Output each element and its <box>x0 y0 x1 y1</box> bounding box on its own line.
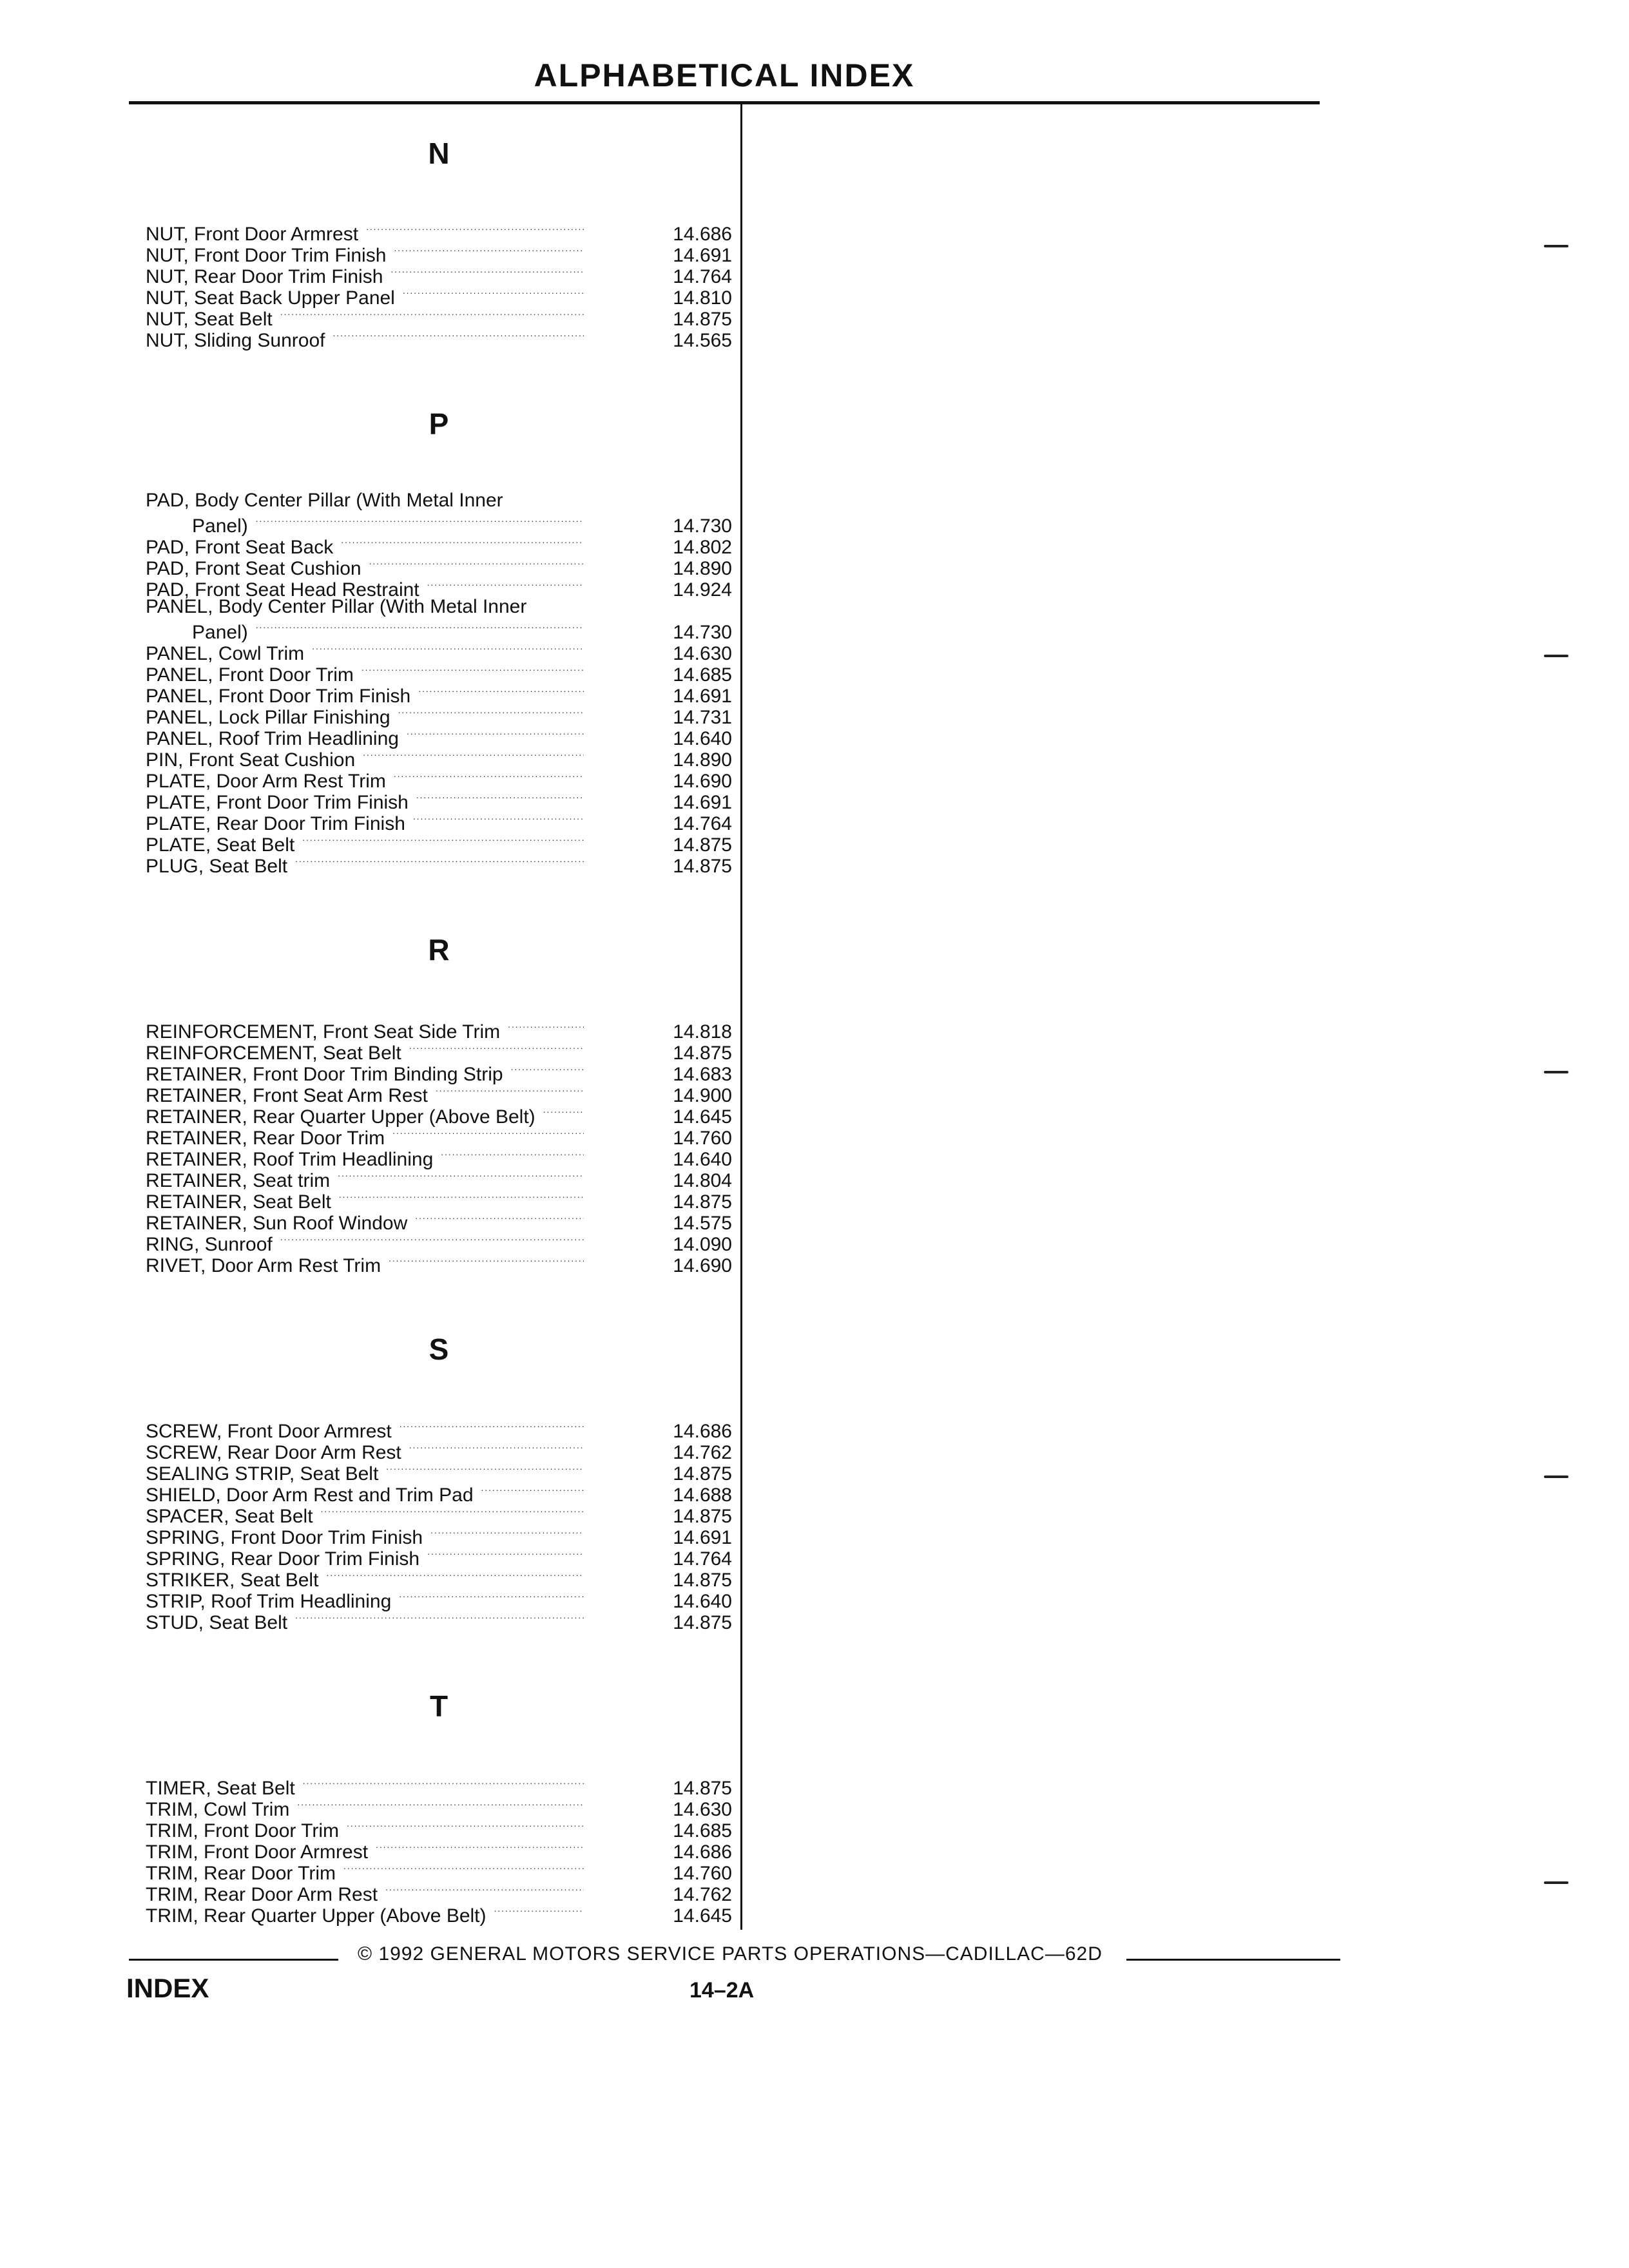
dot-leader <box>409 1437 584 1459</box>
index-entry-continuation <box>146 617 732 643</box>
dot-leader <box>303 1773 584 1794</box>
dot-leader <box>407 724 584 745</box>
entry-page-number: 14.686 <box>673 1841 732 1863</box>
entry-page-number: 14.686 <box>673 224 732 245</box>
entry-name: RETAINER, Sun Roof Window <box>146 1213 408 1234</box>
section-r <box>146 930 732 1276</box>
dot-leader <box>333 325 584 347</box>
entry-name: NUT, Sliding Sunroof <box>146 330 325 351</box>
entry-name-continuation: Panel) <box>192 515 248 537</box>
entry-name: SCREW, Front Door Armrest <box>146 1421 392 1442</box>
dot-leader <box>481 1480 584 1501</box>
dot-leader <box>385 1879 584 1901</box>
dot-leader <box>302 830 584 851</box>
dot-leader <box>415 1208 584 1229</box>
page-title: ALPHABETICAL INDEX <box>534 57 915 93</box>
entry-page-number: 14.900 <box>673 1085 732 1106</box>
entry-name: REINFORCEMENT, Front Seat Side Trim <box>146 1021 501 1043</box>
entry-name: PANEL, Body Center Pillar (With Metal Inner <box>146 596 527 617</box>
entry-page-number: 14.875 <box>673 856 732 877</box>
margin-tick-mark <box>1544 245 1568 247</box>
dot-leader <box>363 745 584 766</box>
index-entry <box>146 1773 732 1799</box>
index-column <box>146 122 732 1927</box>
entry-list <box>146 1773 732 1927</box>
entry-name: STRIKER, Seat Belt <box>146 1570 319 1591</box>
dot-leader <box>543 1102 584 1123</box>
dot-leader <box>280 304 584 325</box>
copyright-notice: © 1992 GENERAL MOTORS SERVICE PARTS OPERATIONS—CADILLAC—62D <box>358 1943 1103 1965</box>
entry-page-number: 14.764 <box>673 266 732 287</box>
entry-page-number: 14.640 <box>673 728 732 749</box>
index-entry <box>146 1017 732 1043</box>
dot-leader <box>312 639 584 660</box>
dot-leader <box>409 1038 584 1059</box>
dot-leader <box>295 1608 584 1629</box>
entry-page-number: 14.890 <box>673 558 732 579</box>
entry-page-number: 14.875 <box>673 1506 732 1527</box>
dot-leader <box>256 511 584 532</box>
entry-page-number: 14.730 <box>673 515 732 537</box>
entry-name: TRIM, Front Door Armrest <box>146 1841 369 1863</box>
entry-page-number: 14.691 <box>673 1527 732 1548</box>
margin-tick-mark <box>1544 1881 1568 1884</box>
dot-leader <box>347 1816 584 1837</box>
dot-leader <box>494 1901 584 1922</box>
header-rule <box>129 101 1320 104</box>
footer-section-label: INDEX <box>126 1973 209 2003</box>
index-entry <box>146 490 732 511</box>
entry-name: PIN, Front Seat Cushion <box>146 749 356 771</box>
dot-leader <box>418 681 584 702</box>
entry-name: RETAINER, Front Seat Arm Rest <box>146 1085 428 1106</box>
dot-leader <box>416 787 584 809</box>
page-number: 14–2A <box>689 1978 755 2003</box>
dot-leader <box>256 617 584 639</box>
entry-name: TIMER, Seat Belt <box>146 1778 295 1799</box>
entry-page-number: 14.685 <box>673 1820 732 1841</box>
entry-page-number: 14.760 <box>673 1863 732 1884</box>
entry-name: TRIM, Rear Door Trim <box>146 1863 336 1884</box>
entry-page-number: 14.810 <box>673 287 732 309</box>
section-letter: S <box>429 1332 449 1366</box>
dot-leader <box>403 283 584 304</box>
entry-name: NUT, Rear Door Trim Finish <box>146 266 383 287</box>
entry-page-number: 14.764 <box>673 813 732 834</box>
entry-name: TRIM, Front Door Trim <box>146 1820 340 1841</box>
dot-leader <box>343 1858 584 1879</box>
entry-name-continuation: Panel) <box>192 622 248 643</box>
entry-page-number: 14.875 <box>673 1612 732 1633</box>
entry-page-number: 14.875 <box>673 1778 732 1799</box>
entry-list <box>146 1017 732 1276</box>
dot-leader <box>394 766 584 787</box>
entry-name: PANEL, Lock Pillar Finishing <box>146 707 390 728</box>
dot-leader <box>399 1586 584 1608</box>
entry-name: STUD, Seat Belt <box>146 1612 288 1633</box>
entry-name: NUT, Seat Belt <box>146 309 273 330</box>
entry-page-number: 14.804 <box>673 1170 732 1191</box>
entry-name: PLATE, Front Door Trim Finish <box>146 792 409 813</box>
dot-leader <box>280 1229 584 1251</box>
entry-page-number: 14.802 <box>673 537 732 558</box>
entry-page-number: 14.690 <box>673 1255 732 1276</box>
entry-name: RETAINER, Roof Trim Headlining <box>146 1149 434 1170</box>
entry-name: PANEL, Roof Trim Headlining <box>146 728 399 749</box>
section-letter: P <box>429 407 449 441</box>
entry-list <box>146 219 732 351</box>
entry-page-number: 14.764 <box>673 1548 732 1570</box>
dot-leader <box>341 532 584 553</box>
entry-page-number: 14.640 <box>673 1591 732 1612</box>
entry-name: PAD, Body Center Pillar (With Metal Inner <box>146 490 503 511</box>
dot-leader <box>361 660 584 681</box>
entry-page-number: 14.924 <box>673 579 732 601</box>
section-s <box>146 1330 732 1633</box>
entry-page-number: 14.630 <box>673 1799 732 1820</box>
entry-name: NUT, Front Door Trim Finish <box>146 245 387 266</box>
entry-page-number: 14.688 <box>673 1485 732 1506</box>
section-letter: R <box>428 933 450 966</box>
entry-page-number: 14.090 <box>673 1234 732 1255</box>
entry-name: STRIP, Roof Trim Headlining <box>146 1591 392 1612</box>
entry-name: RETAINER, Front Door Trim Binding Strip <box>146 1064 503 1085</box>
entry-page-number: 14.890 <box>673 749 732 771</box>
entry-page-number: 14.640 <box>673 1149 732 1170</box>
entry-page-number: 14.630 <box>673 643 732 664</box>
entry-name: PAD, Front Seat Head Restraint <box>146 579 419 601</box>
dot-leader <box>436 1081 584 1102</box>
index-entry <box>146 1416 732 1442</box>
margin-tick-mark <box>1544 1475 1568 1478</box>
dot-leader <box>427 575 584 596</box>
entry-page-number: 14.760 <box>673 1128 732 1149</box>
dot-leader <box>508 1017 584 1038</box>
entry-name: RETAINER, Rear Door Trim <box>146 1128 385 1149</box>
margin-tick-mark <box>1544 655 1568 657</box>
entry-name: PLATE, Rear Door Trim Finish <box>146 813 405 834</box>
dot-leader <box>511 1059 584 1081</box>
section-letter: T <box>429 1689 448 1723</box>
dot-leader <box>398 702 584 724</box>
entry-page-number: 14.565 <box>673 330 732 351</box>
dot-leader <box>427 1544 584 1565</box>
entry-name: PLATE, Seat Belt <box>146 834 295 856</box>
entry-name: RETAINER, Rear Quarter Upper (Above Belt) <box>146 1106 535 1128</box>
entry-list <box>146 1416 732 1633</box>
entry-page-number: 14.575 <box>673 1213 732 1234</box>
entry-name: TRIM, Rear Door Arm Rest <box>146 1884 378 1905</box>
entry-page-number: 14.730 <box>673 622 732 643</box>
entry-page-number: 14.685 <box>673 664 732 686</box>
dot-leader <box>430 1523 584 1544</box>
entry-page-number: 14.691 <box>673 792 732 813</box>
section-letter: N <box>428 137 450 170</box>
entry-name: SPACER, Seat Belt <box>146 1506 313 1527</box>
entry-name: PANEL, Front Door Trim <box>146 664 354 686</box>
dot-leader <box>369 553 584 575</box>
entry-page-number: 14.875 <box>673 834 732 856</box>
entry-name: RETAINER, Seat Belt <box>146 1191 331 1213</box>
dot-leader <box>389 1251 584 1272</box>
footer-rule-right <box>1126 1959 1340 1961</box>
entry-page-number: 14.691 <box>673 686 732 707</box>
index-entry-continuation <box>146 511 732 537</box>
entry-name: SPRING, Front Door Trim Finish <box>146 1527 423 1548</box>
entry-name: PANEL, Front Door Trim Finish <box>146 686 411 707</box>
entry-name: NUT, Seat Back Upper Panel <box>146 287 395 309</box>
entry-page-number: 14.875 <box>673 1570 732 1591</box>
index-entry <box>146 219 732 245</box>
entry-name: SHIELD, Door Arm Rest and Trim Pad <box>146 1485 474 1506</box>
dot-leader <box>297 1794 584 1816</box>
entry-name: PAD, Front Seat Back <box>146 537 334 558</box>
entry-page-number: 14.690 <box>673 771 732 792</box>
entry-name: SPRING, Rear Door Trim Finish <box>146 1548 420 1570</box>
entry-page-number: 14.875 <box>673 1191 732 1213</box>
dot-leader <box>376 1837 584 1858</box>
entry-page-number: 14.875 <box>673 1463 732 1485</box>
entry-name: PANEL, Cowl Trim <box>146 643 305 664</box>
entry-page-number: 14.731 <box>673 707 732 728</box>
entry-page-number: 14.818 <box>673 1021 732 1043</box>
entry-page-number: 14.762 <box>673 1884 732 1905</box>
entry-page-number: 14.875 <box>673 309 732 330</box>
section-t <box>146 1687 732 1927</box>
entry-name: RING, Sunroof <box>146 1234 273 1255</box>
entry-list <box>146 490 732 877</box>
entry-name: RETAINER, Seat trim <box>146 1170 331 1191</box>
section-n <box>146 134 732 351</box>
section-p <box>146 405 732 877</box>
entry-name: PLATE, Door Arm Rest Trim <box>146 771 386 792</box>
dot-leader <box>400 1416 584 1437</box>
entry-name: SCREW, Rear Door Arm Rest <box>146 1442 401 1463</box>
entry-name: RIVET, Door Arm Rest Trim <box>146 1255 381 1276</box>
dot-leader <box>394 240 584 262</box>
footer-rule-left <box>129 1959 338 1961</box>
entry-name: PAD, Front Seat Cushion <box>146 558 361 579</box>
dot-leader <box>441 1144 584 1166</box>
dot-leader <box>366 219 584 240</box>
dot-leader <box>339 1187 584 1208</box>
dot-leader <box>392 1123 584 1144</box>
dot-leader <box>413 809 584 830</box>
entry-page-number: 14.683 <box>673 1064 732 1085</box>
entry-page-number: 14.686 <box>673 1421 732 1442</box>
dot-leader <box>321 1501 584 1523</box>
entry-page-number: 14.875 <box>673 1043 732 1064</box>
entry-name: REINFORCEMENT, Seat Belt <box>146 1043 401 1064</box>
dot-leader <box>338 1166 584 1187</box>
dot-leader <box>295 851 584 872</box>
entry-page-number: 14.645 <box>673 1905 732 1927</box>
entry-page-number: 14.762 <box>673 1442 732 1463</box>
entry-name: TRIM, Cowl Trim <box>146 1799 290 1820</box>
column-divider <box>740 104 742 1930</box>
entry-name: TRIM, Rear Quarter Upper (Above Belt) <box>146 1905 487 1927</box>
entry-name: NUT, Front Door Armrest <box>146 224 359 245</box>
dot-leader <box>390 262 584 283</box>
margin-tick-mark <box>1544 1071 1568 1073</box>
dot-leader <box>386 1459 584 1480</box>
entry-page-number: 14.691 <box>673 245 732 266</box>
entry-name: PLUG, Seat Belt <box>146 856 288 877</box>
entry-page-number: 14.645 <box>673 1106 732 1128</box>
dot-leader <box>326 1565 584 1586</box>
entry-name: SEALING STRIP, Seat Belt <box>146 1463 379 1485</box>
